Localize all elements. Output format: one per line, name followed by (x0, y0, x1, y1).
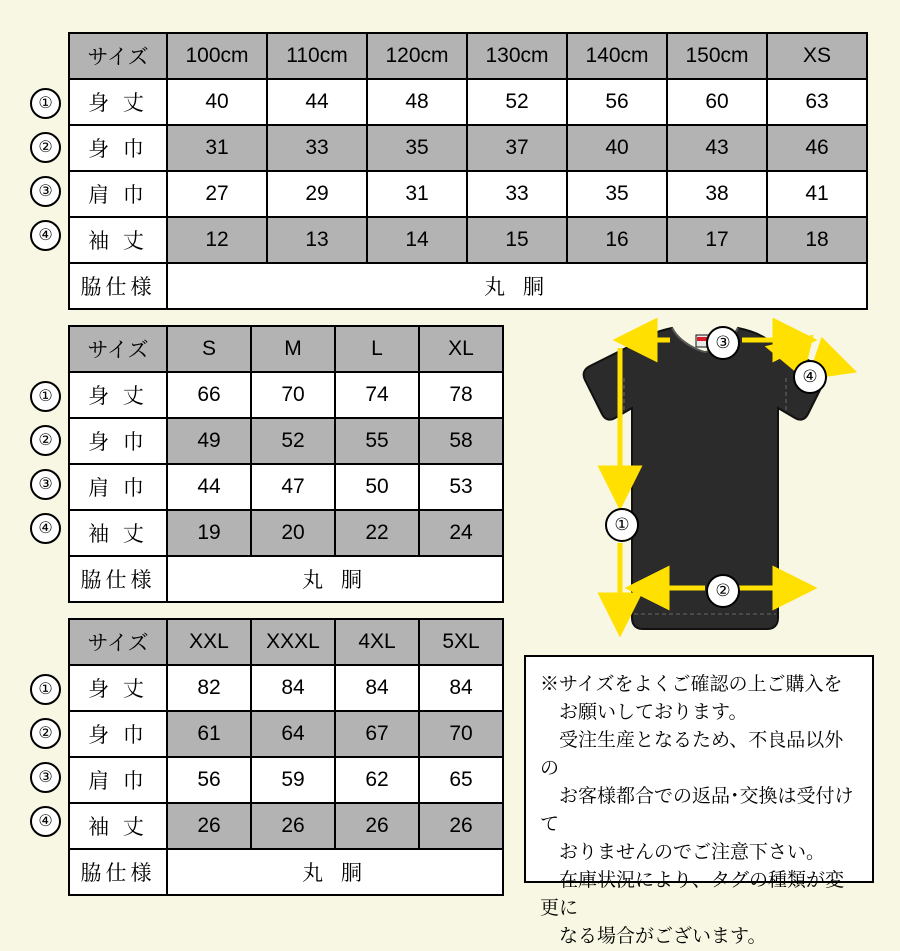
table-row (69, 171, 867, 217)
diagram-marker-body-width: ② (706, 574, 740, 608)
footer-value: 丸 胴 (167, 556, 503, 602)
row-label: 肩 巾 (69, 171, 167, 217)
header-cell: 5XL (419, 619, 503, 665)
value-cell: 70 (419, 711, 503, 757)
footer-label: 脇仕様 (69, 849, 167, 895)
header-cell: XL (419, 326, 503, 372)
value-cell: 15 (467, 217, 567, 263)
value-cell: 41 (767, 171, 867, 217)
diagram-marker-body-length: ① (605, 508, 639, 542)
marker-sleeve-length-3: ④ (30, 806, 61, 837)
marker-shoulder-width-3: ③ (30, 762, 61, 793)
header-cell: サイズ (69, 326, 167, 372)
value-cell: 31 (367, 171, 467, 217)
value-cell: 52 (251, 418, 335, 464)
notice-line: お客様都合での返品･交換は受付けて (540, 786, 854, 835)
header-cell: 120cm (367, 33, 467, 79)
row-label: 袖 丈 (69, 803, 167, 849)
table-row (69, 217, 867, 263)
value-cell: 56 (567, 79, 667, 125)
value-cell: 84 (419, 665, 503, 711)
row-label: 袖 丈 (69, 510, 167, 556)
header-cell: サイズ (69, 619, 167, 665)
table-row-footer (69, 556, 503, 602)
value-cell: 62 (335, 757, 419, 803)
row-label: 身 丈 (69, 79, 167, 125)
footer-value: 丸 胴 (167, 849, 503, 895)
value-cell: 26 (419, 803, 503, 849)
table-row (69, 711, 503, 757)
value-cell: 40 (167, 79, 267, 125)
value-cell: 33 (267, 125, 367, 171)
value-cell: 58 (419, 418, 503, 464)
row-label: 身 巾 (69, 418, 167, 464)
marker-sleeve-length-2: ④ (30, 513, 61, 544)
header-cell: 130cm (467, 33, 567, 79)
marker-body-length-1: ① (30, 88, 61, 119)
table-row (69, 372, 503, 418)
value-cell: 38 (667, 171, 767, 217)
table-row-footer (69, 263, 867, 309)
header-cell: 100cm (167, 33, 267, 79)
header-cell: S (167, 326, 251, 372)
table-row (69, 418, 503, 464)
marker-body-length-3: ① (30, 674, 61, 705)
header-cell: XS (767, 33, 867, 79)
value-cell: 12 (167, 217, 267, 263)
row-label: 肩 巾 (69, 464, 167, 510)
value-cell: 31 (167, 125, 267, 171)
row-label: 肩 巾 (69, 757, 167, 803)
size-table-big (68, 618, 504, 896)
value-cell: 59 (251, 757, 335, 803)
row-label: 身 巾 (69, 125, 167, 171)
row-label: 身 丈 (69, 665, 167, 711)
value-cell: 17 (667, 217, 767, 263)
value-cell: 55 (335, 418, 419, 464)
value-cell: 24 (419, 510, 503, 556)
tshirt-measurement-diagram (520, 318, 890, 658)
value-cell: 43 (667, 125, 767, 171)
value-cell: 26 (335, 803, 419, 849)
value-cell: 52 (467, 79, 567, 125)
header-cell: 140cm (567, 33, 667, 79)
marker-sleeve-length-1: ④ (30, 220, 61, 251)
notice-line: 在庫状況により、タグの種類が変更に (540, 870, 845, 919)
value-cell: 60 (667, 79, 767, 125)
value-cell: 29 (267, 171, 367, 217)
value-cell: 35 (367, 125, 467, 171)
marker-shoulder-width-1: ③ (30, 176, 61, 207)
marker-shoulder-width-2: ③ (30, 469, 61, 500)
size-table-adult (68, 325, 504, 603)
marker-body-width-2: ② (30, 425, 61, 456)
notice-line: おりませんのでご注意下さい。 (559, 842, 826, 863)
marker-body-width-1: ② (30, 132, 61, 163)
value-cell: 70 (251, 372, 335, 418)
value-cell: 40 (567, 125, 667, 171)
table-row (69, 79, 867, 125)
value-cell: 13 (267, 217, 367, 263)
value-cell: 53 (419, 464, 503, 510)
value-cell: 18 (767, 217, 867, 263)
table-row-header (69, 326, 503, 372)
value-cell: 26 (251, 803, 335, 849)
value-cell: 48 (367, 79, 467, 125)
notice-line: お願いしております。 (559, 702, 748, 723)
value-cell: 46 (767, 125, 867, 171)
value-cell: 20 (251, 510, 335, 556)
footer-label: 脇仕様 (69, 263, 167, 309)
tshirt-svg (520, 318, 890, 658)
value-cell: 37 (467, 125, 567, 171)
diagram-marker-shoulder-width: ③ (706, 326, 740, 360)
value-cell: 74 (335, 372, 419, 418)
value-cell: 44 (167, 464, 251, 510)
size-table-kids (68, 32, 868, 310)
value-cell: 35 (567, 171, 667, 217)
value-cell: 27 (167, 171, 267, 217)
value-cell: 82 (167, 665, 251, 711)
footer-label: 脇仕様 (69, 556, 167, 602)
row-label: 身 巾 (69, 711, 167, 757)
table-row (69, 510, 503, 556)
table-row-footer (69, 849, 503, 895)
header-cell: 150cm (667, 33, 767, 79)
table-row (69, 464, 503, 510)
table-row-header (69, 33, 867, 79)
value-cell: 78 (419, 372, 503, 418)
row-label: 身 丈 (69, 372, 167, 418)
value-cell: 44 (267, 79, 367, 125)
value-cell: 56 (167, 757, 251, 803)
value-cell: 14 (367, 217, 467, 263)
value-cell: 84 (251, 665, 335, 711)
value-cell: 49 (167, 418, 251, 464)
value-cell: 84 (335, 665, 419, 711)
value-cell: 16 (567, 217, 667, 263)
header-cell: L (335, 326, 419, 372)
diagram-marker-sleeve-length: ④ (793, 360, 827, 394)
table-row (69, 757, 503, 803)
value-cell: 66 (167, 372, 251, 418)
marker-body-length-2: ① (30, 381, 61, 412)
value-cell: 26 (167, 803, 251, 849)
value-cell: 67 (335, 711, 419, 757)
table-row-header (69, 619, 503, 665)
notice-line: なる場合がございます。 (559, 926, 767, 947)
value-cell: 33 (467, 171, 567, 217)
notice-line: ※サイズをよくご確認の上ご購入を (540, 674, 843, 695)
notice-line: 受注生産となるため、不良品以外の (540, 730, 844, 779)
footer-value: 丸 胴 (167, 263, 867, 309)
value-cell: 50 (335, 464, 419, 510)
header-cell: M (251, 326, 335, 372)
marker-body-width-3: ② (30, 718, 61, 749)
header-cell: 4XL (335, 619, 419, 665)
value-cell: 47 (251, 464, 335, 510)
header-cell: XXL (167, 619, 251, 665)
table-row (69, 803, 503, 849)
table-row (69, 665, 503, 711)
value-cell: 22 (335, 510, 419, 556)
table-row (69, 125, 867, 171)
value-cell: 61 (167, 711, 251, 757)
row-label: 袖 丈 (69, 217, 167, 263)
value-cell: 19 (167, 510, 251, 556)
header-cell: 110cm (267, 33, 367, 79)
purchase-notice-box (524, 655, 874, 947)
value-cell: 65 (419, 757, 503, 803)
header-cell: サイズ (69, 33, 167, 79)
value-cell: 63 (767, 79, 867, 125)
header-cell: XXXL (251, 619, 335, 665)
value-cell: 64 (251, 711, 335, 757)
